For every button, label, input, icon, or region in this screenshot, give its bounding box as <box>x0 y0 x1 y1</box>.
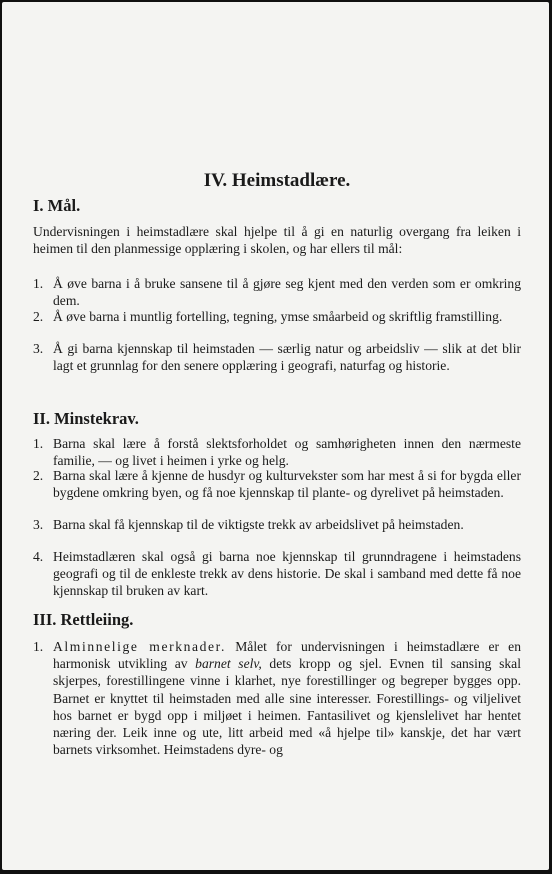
section-maal-intro: Undervisningen i heimstadlære skal hjelpe til å gi en naturlig overgang fra leiken i heimen til den planmessige opplæring i skolen, og har ellers til mål: <box>33 224 521 257</box>
list-item <box>33 548 521 600</box>
list-item-number: 4. <box>33 549 44 564</box>
section-heading-rettleiing: III. Rettleiing. <box>33 610 134 629</box>
list-item-number: 2. <box>33 309 44 324</box>
list-item <box>33 467 521 501</box>
subheading-alminnelige-merknader: Alminnelige merknader. <box>53 639 227 654</box>
list-item-number: 3. <box>33 341 44 356</box>
list-item <box>33 435 521 469</box>
list-item-number: 1. <box>33 436 44 451</box>
list-item-text: Å øve barna i muntlig fortelling, tegning, ymse småarbeid og skriftlig framstilling. <box>53 309 503 324</box>
chapter-title: IV. Heimstadlære. <box>203 170 351 191</box>
document-page <box>2 2 549 870</box>
emphasis-text: barnet selv, <box>195 656 262 672</box>
section-heading-minstekrav: II. Minstekrav. <box>33 409 139 428</box>
list-item-text <box>53 638 521 758</box>
list-item-text: Å gi barna kjennskap til heimstaden — særlig natur og arbeidsliv — slik at det blir lagt et grunnlag for den senere opplæring i geografi, naturfag og historie. <box>53 341 521 374</box>
list-item <box>33 638 521 758</box>
list-item-number: 2. <box>33 468 44 483</box>
list-item <box>33 275 521 309</box>
list-item-text: Heimstadlæren skal også gi barna noe kjennskap til grunndragene i heimstadens geografi og til de enkleste trekk av dens historie. De skal i samband med dette få noe kjennskap til bruken av kart. <box>53 549 521 599</box>
list-item-number: 1. <box>33 639 44 654</box>
paragraph-text: dets kropp og sjel. Evnen til sansing skal skjerpes, forestillingene vinne i klarhet, nye forestillinger og begreper bygges opp. Barnet er knyttet til heimstaden med alle sine interesser. Forestillings- og viljelivet hos barnet er bygd opp i miljøet i heimen. Fantasilivet og kjenslelivet har hentet næring der. Leik inne og ute, litt arbeid med «å hjelpe til» kanskje, det har vært barnets virksomhet. Heimstadens dyre- og <box>53 656 521 758</box>
section-heading-maal: I. Mål. <box>33 196 81 215</box>
paragraph-text: Målet for undervisningen i heimstadlære er en harmonisk utvikling av <box>53 639 521 672</box>
list-item-text: Barna skal lære å forstå slektsforholdet og samhørigheten innen den nærmeste familie, — og livet i heimen i yrke og helg. <box>53 436 521 469</box>
list-item <box>33 516 521 533</box>
list-item-number: 3. <box>33 517 44 532</box>
list-item-text: Barna skal få kjennskap til de viktigste trekk av arbeidslivet på heimstaden. <box>53 517 464 532</box>
list-item-text: Barna skal lære å kjenne de husdyr og kulturvekster som har mest å si for bygda eller bygdene omkring byen, og få noe kjennskap til plante- og dyrelivet på heimstaden. <box>53 468 521 501</box>
list-item <box>33 340 521 374</box>
list-item-text: Å øve barna i å bruke sansene til å gjøre seg kjent med den verden som er omkring dem. <box>53 276 521 309</box>
list-item <box>33 308 521 325</box>
list-item-number: 1. <box>33 276 44 291</box>
